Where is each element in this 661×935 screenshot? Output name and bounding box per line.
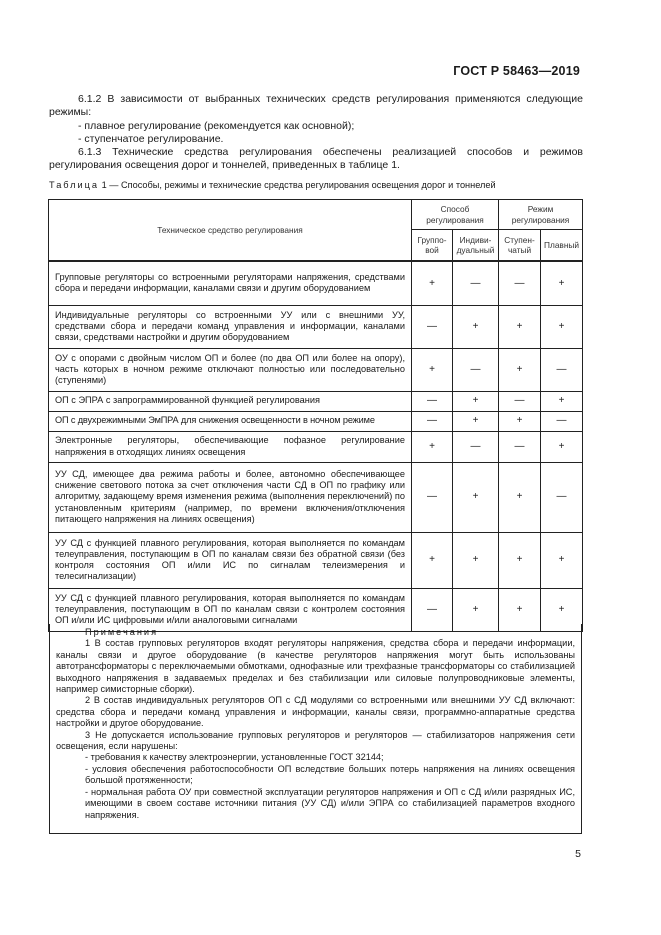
header-means: Техническое средство регулирования xyxy=(49,200,412,262)
row-individual-mark: — xyxy=(453,261,499,305)
table-caption xyxy=(49,180,609,190)
row-individual-mark: + xyxy=(453,411,499,431)
row-desc: Групповые регуляторы со встроенными регуляторами напряжения, средствами сбора и передачи информации, каналами связи и другим оборудованием xyxy=(49,261,412,305)
table-row xyxy=(49,532,583,588)
note-3: 3 Не допускается использование групповых регуляторов и регуляторов — стабилизаторов напряжения сети освещения, если нарушены: xyxy=(56,729,575,752)
row-stepped-mark: + xyxy=(499,411,541,431)
header-mode: Режим регулирования xyxy=(499,200,583,230)
row-group-mark: — xyxy=(412,305,453,348)
header-individual: Индивидуальный xyxy=(453,230,499,261)
row-desc: ОУ с опорами с двойным числом ОП и более (по два ОП или более на опору), часть которых в ночном режиме отключают полностью или последовательно (ступенями) xyxy=(49,348,412,391)
table-row xyxy=(49,348,583,391)
regulation-table xyxy=(48,199,583,632)
header-method: Способ регулирования xyxy=(412,200,499,230)
row-desc: ОП с ЭПРА с запрограммированной функцией регулирования xyxy=(49,391,412,411)
row-group-mark: — xyxy=(412,391,453,411)
row-smooth-mark: + xyxy=(541,532,583,588)
row-smooth-mark: — xyxy=(541,348,583,391)
row-desc: ОП с двухрежимными ЭмПРА для снижения освещенности в ночном режиме xyxy=(49,411,412,431)
header-stepped: Ступенчатый xyxy=(499,230,541,261)
row-individual-mark: + xyxy=(453,588,499,631)
paragraph-6-1-2: 6.1.2 В зависимости от выбранных технических средств регулирования применяются следующие режимы: xyxy=(49,93,583,119)
note-3-item-c: - нормальная работа ОУ при совместной эксплуатации регуляторов напряжения и ОП с СД и/или разрядных ИС, имеющими в своем составе источники питания (УУ СД) и/или ЭПРА со стабилизацией параметров входного напряжения. xyxy=(85,786,575,820)
row-individual-mark: + xyxy=(453,462,499,532)
list-item-stepped: - ступенчатое регулирование. xyxy=(78,132,224,145)
row-stepped-mark: + xyxy=(499,588,541,631)
row-individual-mark: + xyxy=(453,391,499,411)
row-individual-mark: + xyxy=(453,305,499,348)
row-stepped-mark: — xyxy=(499,261,541,305)
table-caption-word: Таблица xyxy=(49,180,100,190)
row-desc: УУ СД с функцией плавного регулирования, которая выполняется по командам телеуправления, поступающим в ОП по каналам связи с контролем состояния ОП и/или ИС цифровыми и/или аналоговыми сигналами xyxy=(49,588,412,631)
note-3-item-a: - требования к качеству электроэнергии, установленные ГОСТ 32144; xyxy=(85,752,384,763)
row-group-mark: + xyxy=(412,431,453,462)
document-id: ГОСТ Р 58463—2019 xyxy=(453,64,580,78)
page-number: 5 xyxy=(575,848,581,860)
row-stepped-mark: + xyxy=(499,348,541,391)
row-group-mark: + xyxy=(412,348,453,391)
notes-title: Примечания xyxy=(85,627,159,637)
row-individual-mark: — xyxy=(453,348,499,391)
list-item-smooth: - плавное регулирование (рекомендуется как основной); xyxy=(78,119,355,132)
row-stepped-mark: — xyxy=(499,391,541,411)
table-row xyxy=(49,391,583,411)
row-group-mark: + xyxy=(412,532,453,588)
note-3-item-b: - условия обеспечения работоспособности ОП вследствие больших потерь напряжения на линиях освещения большой протяженности; xyxy=(85,763,575,786)
paragraph-6-1-3: 6.1.3 Технические средства регулирования обеспечены реализацией способов и режимов регулирования освещения дорог и тоннелей, приведенных в таблице 1. xyxy=(49,146,583,172)
table-caption-text: 1 — Способы, режимы и технические средства регулирования освещения дорог и тоннелей xyxy=(101,180,496,190)
row-group-mark: — xyxy=(412,462,453,532)
row-stepped-mark: + xyxy=(499,462,541,532)
row-desc: Электронные регуляторы, обеспечивающие пофазное регулирование напряжения в отходящих линиях освещения xyxy=(49,431,412,462)
body-text xyxy=(49,93,583,173)
row-group-mark: + xyxy=(412,261,453,305)
table-notes xyxy=(49,624,582,834)
row-smooth-mark: + xyxy=(541,391,583,411)
row-group-mark: — xyxy=(412,411,453,431)
table-row xyxy=(49,431,583,462)
row-smooth-mark: + xyxy=(541,431,583,462)
table-row xyxy=(49,411,583,431)
table-row xyxy=(49,261,583,305)
header-smooth: Плавный xyxy=(541,230,583,261)
note-2: 2 В состав индивидуальных регуляторов ОП с СД модулями со встроенными или внешними УУ СД включают: средства сбора и передачи команд управления и информации, каналы связи, программно-аппаратные средства настройки и другое оборудование. xyxy=(56,695,575,729)
row-stepped-mark: + xyxy=(499,532,541,588)
note-1: 1 В состав групповых регуляторов входят регуляторы напряжения, средства сбора и передачи информации, каналы связи и другое оборудование (в качестве регуляторов напряжения могут быть использованы автотрансформаторы с переключаемыми обмотками, однофазные или трехфазные трансформаторы со стабилизацией выходного напряжения в задаваемых пределах и без стабилизации или силовые полупроводниковые элементы, например симисторные сборки). xyxy=(56,638,575,695)
row-smooth-mark: + xyxy=(541,305,583,348)
table-row xyxy=(49,305,583,348)
row-smooth-mark: + xyxy=(541,261,583,305)
row-group-mark: — xyxy=(412,588,453,631)
row-individual-mark: — xyxy=(453,431,499,462)
row-desc: УУ СД, имеющее два режима работы и более, автономно обеспечивающее снижение светового потока за счет отключения части СД в ОП по графику или алгоритму, задающему время изменения режима (выполнения переключений) по установленным критериям (например, по времени включения/отключения питающего напряжения на линиях освещения) xyxy=(49,462,412,532)
row-desc: Индивидуальные регуляторы со встроенными УУ или с внешними УУ, средствами сбора и передачи команд управления и информации, каналами связи, средствами настройки и другим оборудованием xyxy=(49,305,412,348)
row-desc: УУ СД с функцией плавного регулирования, которая выполняется по командам телеуправления, поступающим в ОП по каналам связи без обратной связи (без контроля состояния ОП и/или ИС по сигналам телеизмерения и телесигнализации) xyxy=(49,532,412,588)
header-group: Групповой xyxy=(412,230,453,261)
row-individual-mark: + xyxy=(453,532,499,588)
row-smooth-mark: — xyxy=(541,462,583,532)
row-smooth-mark: — xyxy=(541,411,583,431)
row-stepped-mark: + xyxy=(499,305,541,348)
row-stepped-mark: — xyxy=(499,431,541,462)
table-row xyxy=(49,462,583,532)
row-smooth-mark: + xyxy=(541,588,583,631)
